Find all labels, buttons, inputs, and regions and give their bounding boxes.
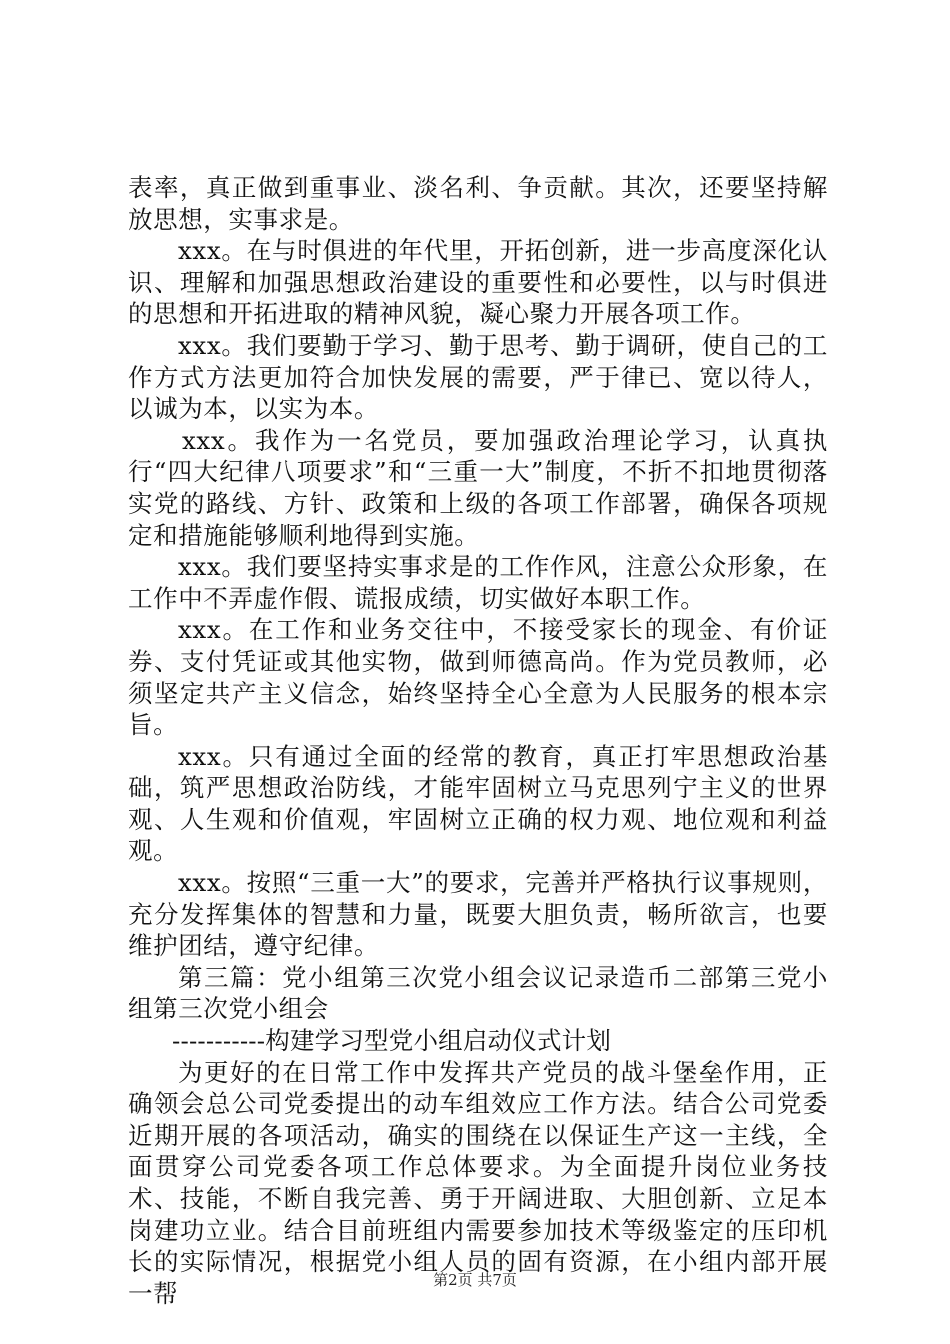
- paragraph-item: xxx。只有通过全面的经常的教育，真正打牢思想政治基础，筑严思想政治防线，才能牢固树立马克思列宁主义的世界观、人生观和价值观，牢固树立正确的权力观、地位观和利益观。: [128, 741, 828, 866]
- paragraph-item: xxx。我们要坚持实事求是的工作作风，注意公众形象，在工作中不弄虚作假、谎报成绩，切实做好本职工作。: [128, 552, 828, 613]
- section-subtitle: -----------构建学习型党小组启动仪式计划: [172, 1026, 612, 1056]
- paragraph-item: xxx。按照“三重一大”的要求，完善并严格执行议事规则，充分发挥集体的智慧和力量，既要大胆负责，畅所欲言，也要维护团结，遵守纪律。: [128, 868, 828, 961]
- paragraph-item: 为更好的在日常工作中发挥共产党员的战斗堡垒作用，正确领会总公司党委提出的动车组效应工作方法。结合公司党委近期开展的各项活动，确实的围绕在以保证生产这一主线，全面贯穿公司党委各项工作总体要求。为全面提升岗位业务技术、技能，不断自我完善、勇于开阔进取、大胆创新、立足本岗建功立业。结合目前班组内需要参加技术等级鉴定的压印机长的实际情况，根据党小组人员的固有资源，在小组内部开展一帮: [128, 1057, 828, 1308]
- paragraph-item: xxx。在工作和业务交往中，不接受家长的现金、有价证券、支付凭证或其他实物，做到师德高尚。作为党员教师，必须坚定共产主义信念，始终坚持全心全意为人民服务的根本宗旨。: [128, 615, 828, 740]
- paragraph-continuation: 表率，真正做到重事业、淡名利、争贡献。其次，还要坚持解放思想，实事求是。: [128, 173, 828, 234]
- page-number-footer: 第2页 共7页: [433, 1271, 517, 1289]
- section-heading: 第三篇：党小组第三次党小组会议记录造币二部第三党小组第三次党小组会: [128, 962, 828, 1024]
- document-body: [128, 172, 828, 1309]
- paragraph-item: xxx。我们要勤于学习、勤于思考、勤于调研，使自己的工作方式方法更加符合加快发展的需要，严于律已、宽以待人，以诚为本，以实为本。: [128, 330, 828, 424]
- paragraph-item: xxx。在与时俱进的年代里，开拓创新，进一步高度深化认识、理解和加强思想政治建设的重要性和必要性，以与时俱进的思想和开拓进取的精神风貌，凝心聚力开展各项工作。: [128, 236, 828, 329]
- paragraph-item: xxx。我作为一名党员，要加强政治理论学习，认真执行“四大纪律八项要求”和“三重一大”制度，不折不扣地贯彻落实党的路线、方针、政策和上级的各项工作部署，确保各项规定和措施能够顺利地得到实施。: [128, 425, 828, 550]
